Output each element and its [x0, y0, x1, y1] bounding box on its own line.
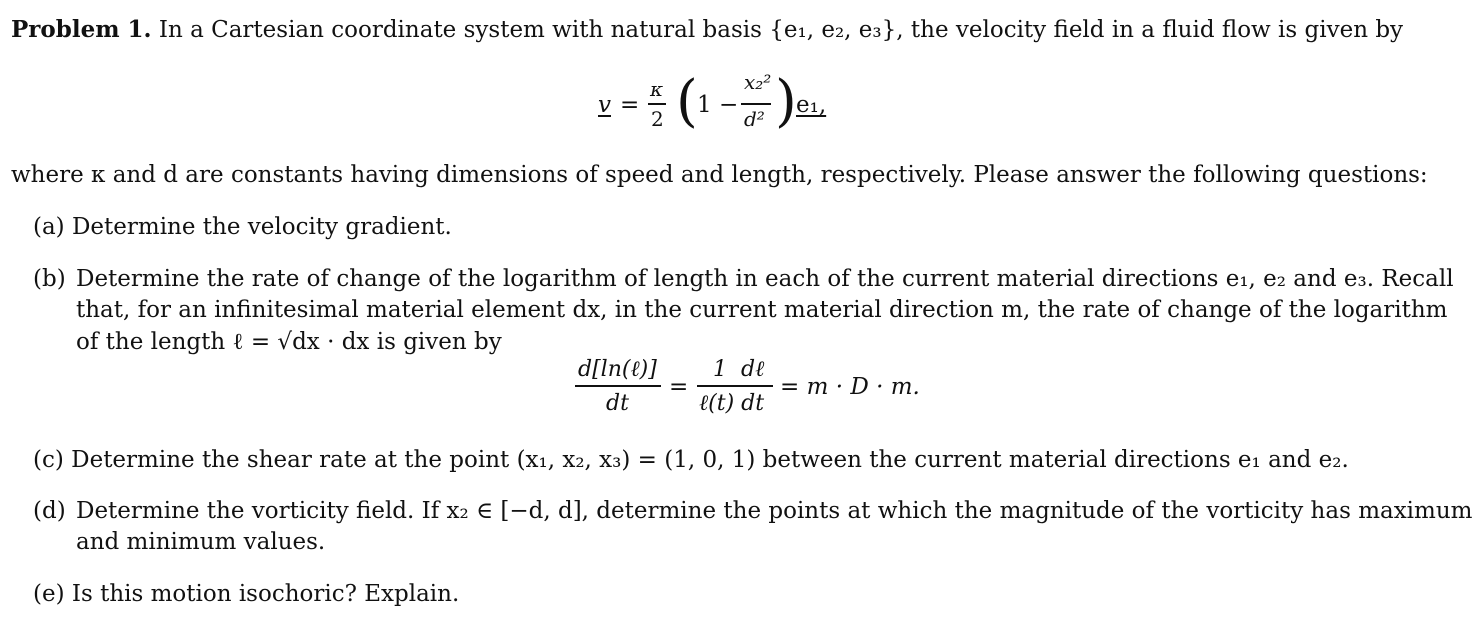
- velocity-symbol: v: [598, 92, 611, 118]
- question-e-label: (e): [33, 581, 65, 607]
- question-d-line1: Determine the vorticity field. If x₂ ∈ [−d, d], determine the points at which the magnitude of the vorticity has maximum: [76, 498, 1473, 524]
- question-d-line2: and minimum values.: [76, 529, 326, 555]
- problem-intro-basis: {e₁, e₂, e₃}: [769, 17, 897, 43]
- right-paren: ): [775, 69, 797, 134]
- log-rhs: = m · D · m.: [780, 374, 920, 400]
- question-a-text: Determine the velocity gradient.: [71, 214, 452, 240]
- question-a-label: (a): [33, 214, 65, 240]
- question-e: [33, 579, 459, 609]
- question-e-text: Is this motion isochoric? Explain.: [71, 581, 460, 607]
- d-squared: d²: [744, 107, 765, 131]
- question-d-label: (d): [33, 498, 66, 524]
- where-line: where κ and d are constants having dimensions of speed and length, respectively. Please answer the following questions:: [11, 162, 1428, 188]
- question-b-line2: that, for an infinitesimal material element dx, in the current material direction m, the rate of change of the logarithm: [76, 297, 1448, 323]
- question-b-label: (b): [33, 266, 66, 292]
- question-b-line3: of the length ℓ = √dx · dx is given by: [76, 329, 502, 355]
- question-c-text: Determine the shear rate at the point (x₁, x₂, x₃) = (1, 0, 1) between the current material directions e₁ and e₂.: [71, 447, 1349, 473]
- problem-intro-suffix: , the velocity field in a fluid flow is given by: [896, 17, 1404, 43]
- question-b-line1: Determine the rate of change of the logarithm of length in each of the current material directions e₁, e₂ and e₃. Recall: [76, 266, 1454, 292]
- question-c-label: (c): [33, 447, 64, 473]
- log-lhs-numerator: d[ln(ℓ)]: [578, 357, 657, 382]
- log-lhs-bar: [575, 385, 661, 387]
- kappa-denominator: 2: [651, 107, 664, 131]
- log-mid-numerator: 1 dℓ: [713, 357, 765, 382]
- problem-heading: Problem 1.: [11, 16, 152, 43]
- velocity-equals: =: [620, 92, 640, 118]
- log-equals: =: [669, 374, 689, 400]
- problem-intro-prefix: In a Cartesian coordinate system with natural basis: [158, 17, 762, 43]
- x2-squared: x₂²: [744, 70, 772, 94]
- log-mid-denominator: ℓ(t) dt: [699, 391, 765, 416]
- log-mid-bar: [697, 385, 773, 387]
- question-a: [33, 212, 452, 242]
- question-c: [33, 445, 1349, 475]
- basis-e1: e₁,: [796, 92, 827, 118]
- kappa-numerator: κ: [650, 77, 664, 101]
- one-minus: 1 −: [697, 92, 739, 118]
- problem-intro-line: [11, 15, 1403, 45]
- log-lhs-denominator: dt: [606, 391, 629, 416]
- left-paren: (: [676, 69, 698, 134]
